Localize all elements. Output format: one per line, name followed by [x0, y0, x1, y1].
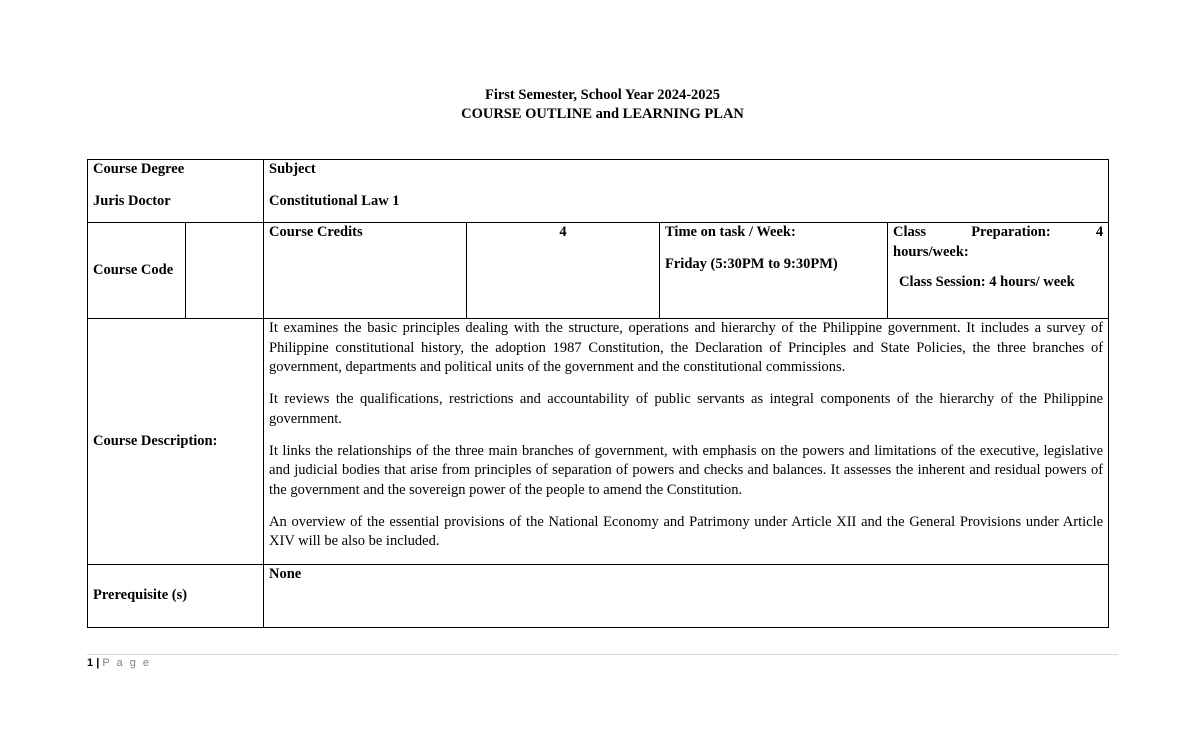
class-preparation-line [893, 223, 1103, 243]
class-preparation-word-1: Class [893, 224, 927, 240]
course-code-value-cell [186, 223, 264, 319]
course-description-cell [264, 319, 1109, 565]
course-code-label-cell [88, 223, 186, 319]
description-paragraph-4: An overview of the essential provisions of the National Economy and Patrimony under Article XII and the General Provisions under Article XIV will be also be included. [269, 513, 1104, 549]
footer-separator: | [96, 657, 100, 669]
course-credits-value: 4 [559, 224, 567, 240]
semester-line: First Semester, School Year 2024-2025 [484, 87, 721, 103]
description-paragraph-1: It examines the basic principles dealing with the structure, operations and hierarchy of the Philippine government. It includes a survey of Philippine constitutional history, the adoption 1987 Constitution, the Declaration of Principles and State Policies, the three branches of government, departments and political units of the government and the constitutional commissions. [269, 320, 1104, 375]
time-on-task-cell [660, 223, 888, 319]
course-code-label: Course Code [93, 261, 174, 278]
table-row-description [88, 319, 1109, 565]
course-description-label-cell [88, 319, 264, 565]
time-on-task-label: Time on task / Week: [665, 224, 796, 240]
subject-value: Constitutional Law 1 [269, 192, 400, 209]
page-footer [87, 657, 151, 669]
subject-cell [264, 160, 1109, 223]
table-row-prerequisite [88, 565, 1109, 628]
description-paragraph-2: It reviews the qualifications, restrictions and accountability of public servants as integral components of the hierarchy of the Philippine government. [269, 391, 1104, 427]
class-session: Class Session: 4 hours/ week [899, 274, 1075, 290]
prerequisite-label-cell [88, 565, 264, 628]
subject-label: Subject [269, 161, 316, 177]
table-row-degree-subject [88, 160, 1109, 223]
course-credits-label: Course Credits [269, 224, 363, 240]
course-credits-label-cell [264, 223, 467, 319]
document-header [0, 86, 1200, 124]
time-on-task-value: Friday (5:30PM to 9:30PM) [665, 255, 838, 272]
class-preparation-unit: hours/week: [893, 243, 969, 260]
table-row-course-code [88, 223, 1109, 319]
class-preparation-word-2: Preparation: [971, 224, 1051, 240]
document-title: COURSE OUTLINE and LEARNING PLAN [461, 106, 744, 122]
page-word: P a g e [102, 657, 151, 669]
prerequisite-value: None [269, 566, 302, 582]
course-outline-table [87, 159, 1109, 628]
prerequisite-value-cell [264, 565, 1109, 628]
course-degree-cell [88, 160, 264, 223]
prerequisite-label: Prerequisite (s) [93, 587, 188, 604]
class-preparation-hours: 4 [1095, 224, 1104, 240]
page-number: 1 [87, 657, 94, 669]
course-degree-value: Juris Doctor [93, 192, 171, 209]
course-description-label: Course Description: [93, 432, 218, 449]
description-paragraph-3: It links the relationships of the three main branches of government, with emphasis on the powers and limitations of the executive, legislative and judicial bodies that arise from principles of separation of powers and checks and balances. It assesses the inherent and residual powers of the government and the sovereign power of the people to amend the Constitution. [269, 442, 1104, 498]
class-hours-cell [888, 223, 1109, 319]
footer-divider [87, 654, 1118, 655]
course-credits-value-cell [467, 223, 660, 319]
course-degree-label: Course Degree [93, 161, 185, 177]
